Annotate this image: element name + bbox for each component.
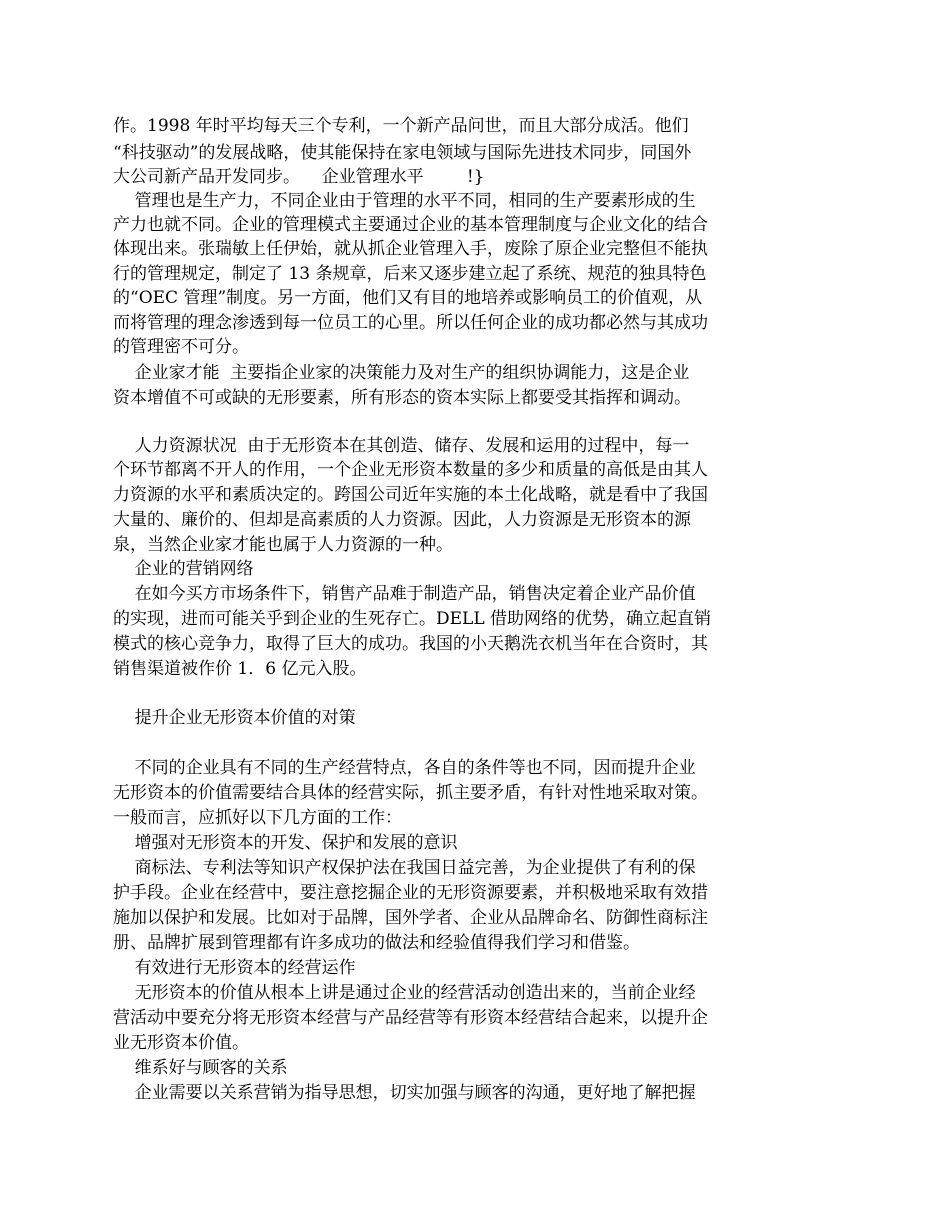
section-heading: 维系好与顾客的关系 <box>113 1058 288 1078</box>
text-line: 行的管理规定，制定了 13 条规章，后来又逐步建立起了系统、规范的独具特色 <box>113 264 707 284</box>
text-line: 无形资本的价值需要结合具体的经营实际，抓主要矛盾，有针对性地采取对策。 <box>113 783 708 803</box>
text-line: 企业家才能 主要指企业家的决策能力及对生产的组织协调能力，这是企业 <box>113 363 690 383</box>
text-line: 个环节都离不开人的作用，一个企业无形资本数量的多少和质量的高低是由其人 <box>113 460 708 480</box>
text-line: 销售渠道被作价 1．6 亿元入股。 <box>113 659 367 679</box>
text-line: 大量的、廉价的、但却是高素质的人力资源。因此，人力资源是无形资本的源 <box>113 510 691 530</box>
text-line: 的“OEC 管理”制度。另一方面，他们又有目的地培养或影响员工的价值观，从 <box>113 288 703 308</box>
text-line: 一般而言，应抓好以下几方面的工作： <box>113 808 402 828</box>
text-line: 而将管理的理念渗透到每一位员工的心里。所以任何企业的成功都必然与其成功 <box>113 313 708 333</box>
text-line: 产力也就不同。企业的管理模式主要通过企业的基本管理制度与企业文化的结合 <box>113 215 708 235</box>
text-line: “科技驱动”的发展战略，使其能保持在家电领域与国际先进技术同步，同国外 <box>113 143 692 163</box>
text-line: 营活动中要充分将无形资本经营与产品经营等有形资本经营结合起来，以提升企 <box>113 1008 708 1028</box>
text-line: 泉，当然企业家才能也属于人力资源的一种。 <box>113 535 453 555</box>
text-line: 大公司新产品开发同步。 企业管理水平 !} <box>113 167 485 187</box>
text-line: 体现出来。张瑞敏上任伊始，就从抓企业管理入手，废除了原企业完整但不能执 <box>113 239 708 259</box>
text-line: 册、品牌扩展到管理都有许多成功的做法和经验值得我们学习和借鉴。 <box>113 933 640 953</box>
text-line: 管理也是生产力，不同企业由于管理的水平不同，相同的生产要素形成的生 <box>113 191 696 211</box>
text-line: 作。1998 年时平均每天三个专利，一个新产品问世，而且大部分成活。他们 <box>113 116 689 136</box>
text-line: 人力资源状况 由于无形资本在其创造、储存、发展和运用的过程中，每一 <box>113 436 690 456</box>
section-heading: 提升企业无形资本价值的对策 <box>113 708 356 728</box>
text-line: 力资源的水平和素质决定的。跨国公司近年实施的本土化战略，就是看中了我国 <box>113 485 708 505</box>
section-heading: 企业的营销网络 <box>113 559 254 579</box>
text-line: 资本增值不可或缺的无形要素，所有形态的资本实际上都要受其指挥和调动。 <box>113 388 691 408</box>
text-line: 模式的核心竞争力，取得了巨大的成功。我国的小天鹅洗衣机当年在合资时，其 <box>113 634 708 654</box>
text-line: 业无形资本价值。 <box>113 1033 249 1053</box>
text-line: 护手段。企业在经营中，要注意挖掘企业的无形资源要素，并积极地采取有效措 <box>113 883 708 903</box>
text-line: 企业需要以关系营销为指导思想，切实加强与顾客的沟通，更好地了解把握 <box>113 1083 696 1103</box>
section-heading: 有效进行无形资本的经营运作 <box>113 958 356 978</box>
text-line: 施加以保护和发展。比如对于品牌，国外学者、企业从品牌命名、防御性商标注 <box>113 908 708 928</box>
text-line: 无形资本的价值从根本上讲是通过企业的经营活动创造出来的，当前企业经 <box>113 983 696 1003</box>
text-line: 的管理密不可分。 <box>113 337 249 357</box>
text-line: 不同的企业具有不同的生产经营特点，各自的条件等也不同，因而提升企业 <box>113 758 696 778</box>
text-line: 商标法、专利法等知识产权保护法在我国日益完善，为企业提供了有利的保 <box>113 858 696 878</box>
section-heading: 增强对无形资本的开发、保护和发展的意识 <box>113 833 458 853</box>
text-line: 在如今买方市场条件下，销售产品难于制造产品，销售决定着企业产品价值 <box>113 584 696 604</box>
text-line: 的实现，进而可能关乎到企业的生死存亡。DELL 借助网络的优势，确立起直销 <box>113 609 712 629</box>
